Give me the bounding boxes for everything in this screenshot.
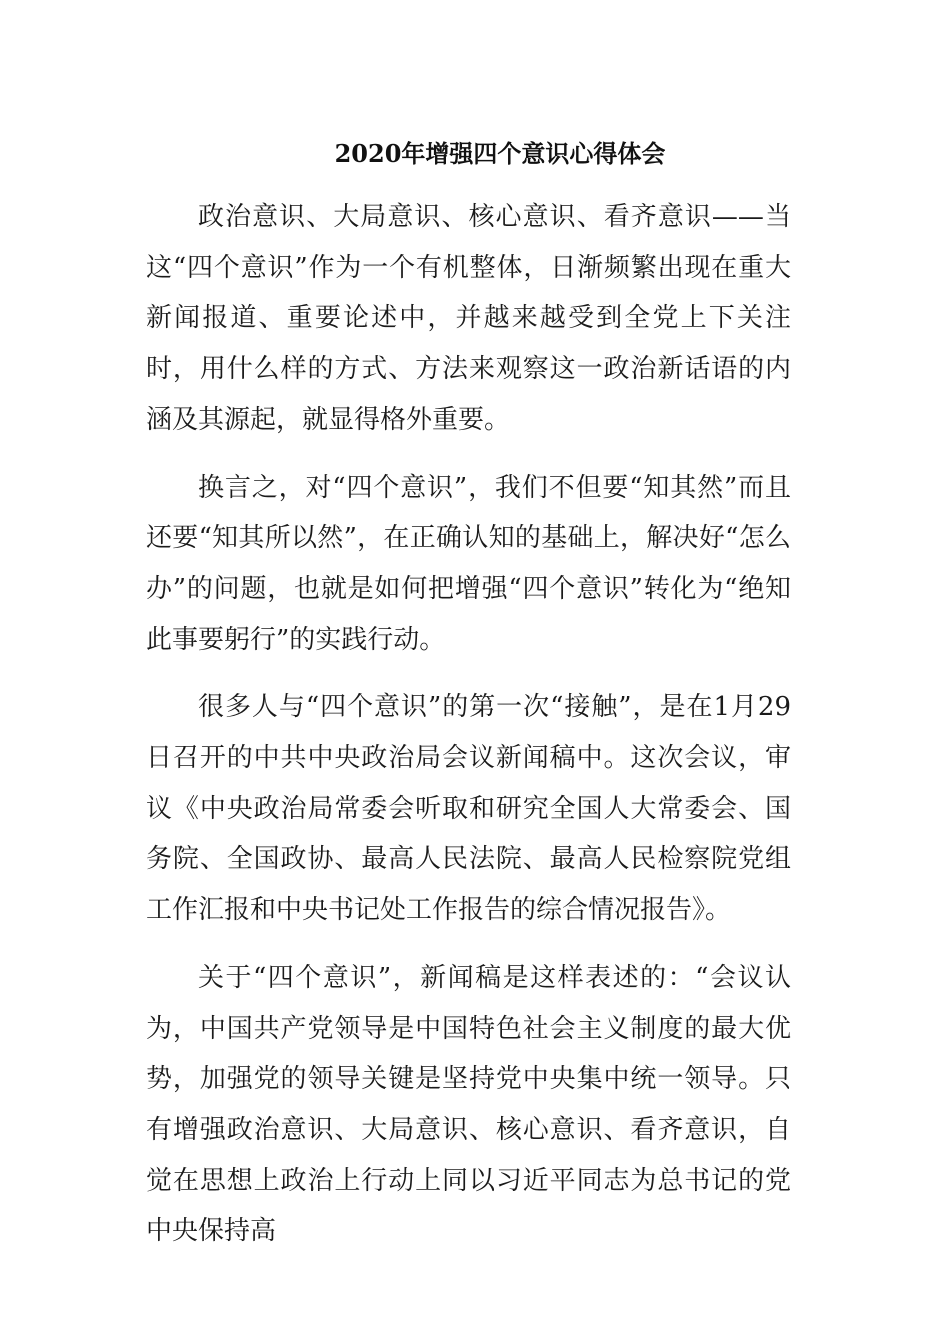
paragraph-1: 政治意识、大局意识、核心意识、看齐意识——当这“四个意识”作为一个有机整体，日渐频繁出现在重大新闻报道、重要论述中，并越来越受到全党上下关注时，用什么样的方式、方法来观察这一政治新话语的内涵及其源起，就显得格外重要。 <box>146 202 791 435</box>
paragraph-4: 关于“四个意识”，新闻稿是这样表述的：“会议认为，中国共产党领导是中国特色社会主义制度的最大优势，加强党的领导关键是坚持党中央集中统一领导。只有增强政治意识、大局意识、核心意识、看齐意识，自觉在思想上政治上行动上同以习近平同志为总书记的党中央保持高 <box>146 962 791 1247</box>
document-body <box>146 192 791 1274</box>
document-title: 2020年增强四个意识心得体会 <box>334 139 666 168</box>
paragraph-2: 换言之，对“四个意识”，我们不但要“知其然”而且还要“知其所以然”，在正确认知的基础上，解决好“怎么办”的问题，也就是如何把增强“四个意识”转化为“绝知此事要躬行”的实践行动。 <box>146 472 791 655</box>
paragraph-3: 很多人与“四个意识”的第一次“接触”，是在1月29日召开的中共中央政治局会议新闻稿中。这次会议，审议《中央政治局常委会听取和研究全国人大常委会、国务院、全国政协、最高人民法院、最高人民检察院党组工作汇报和中央书记处工作报告的综合情况报告》。 <box>146 692 791 926</box>
